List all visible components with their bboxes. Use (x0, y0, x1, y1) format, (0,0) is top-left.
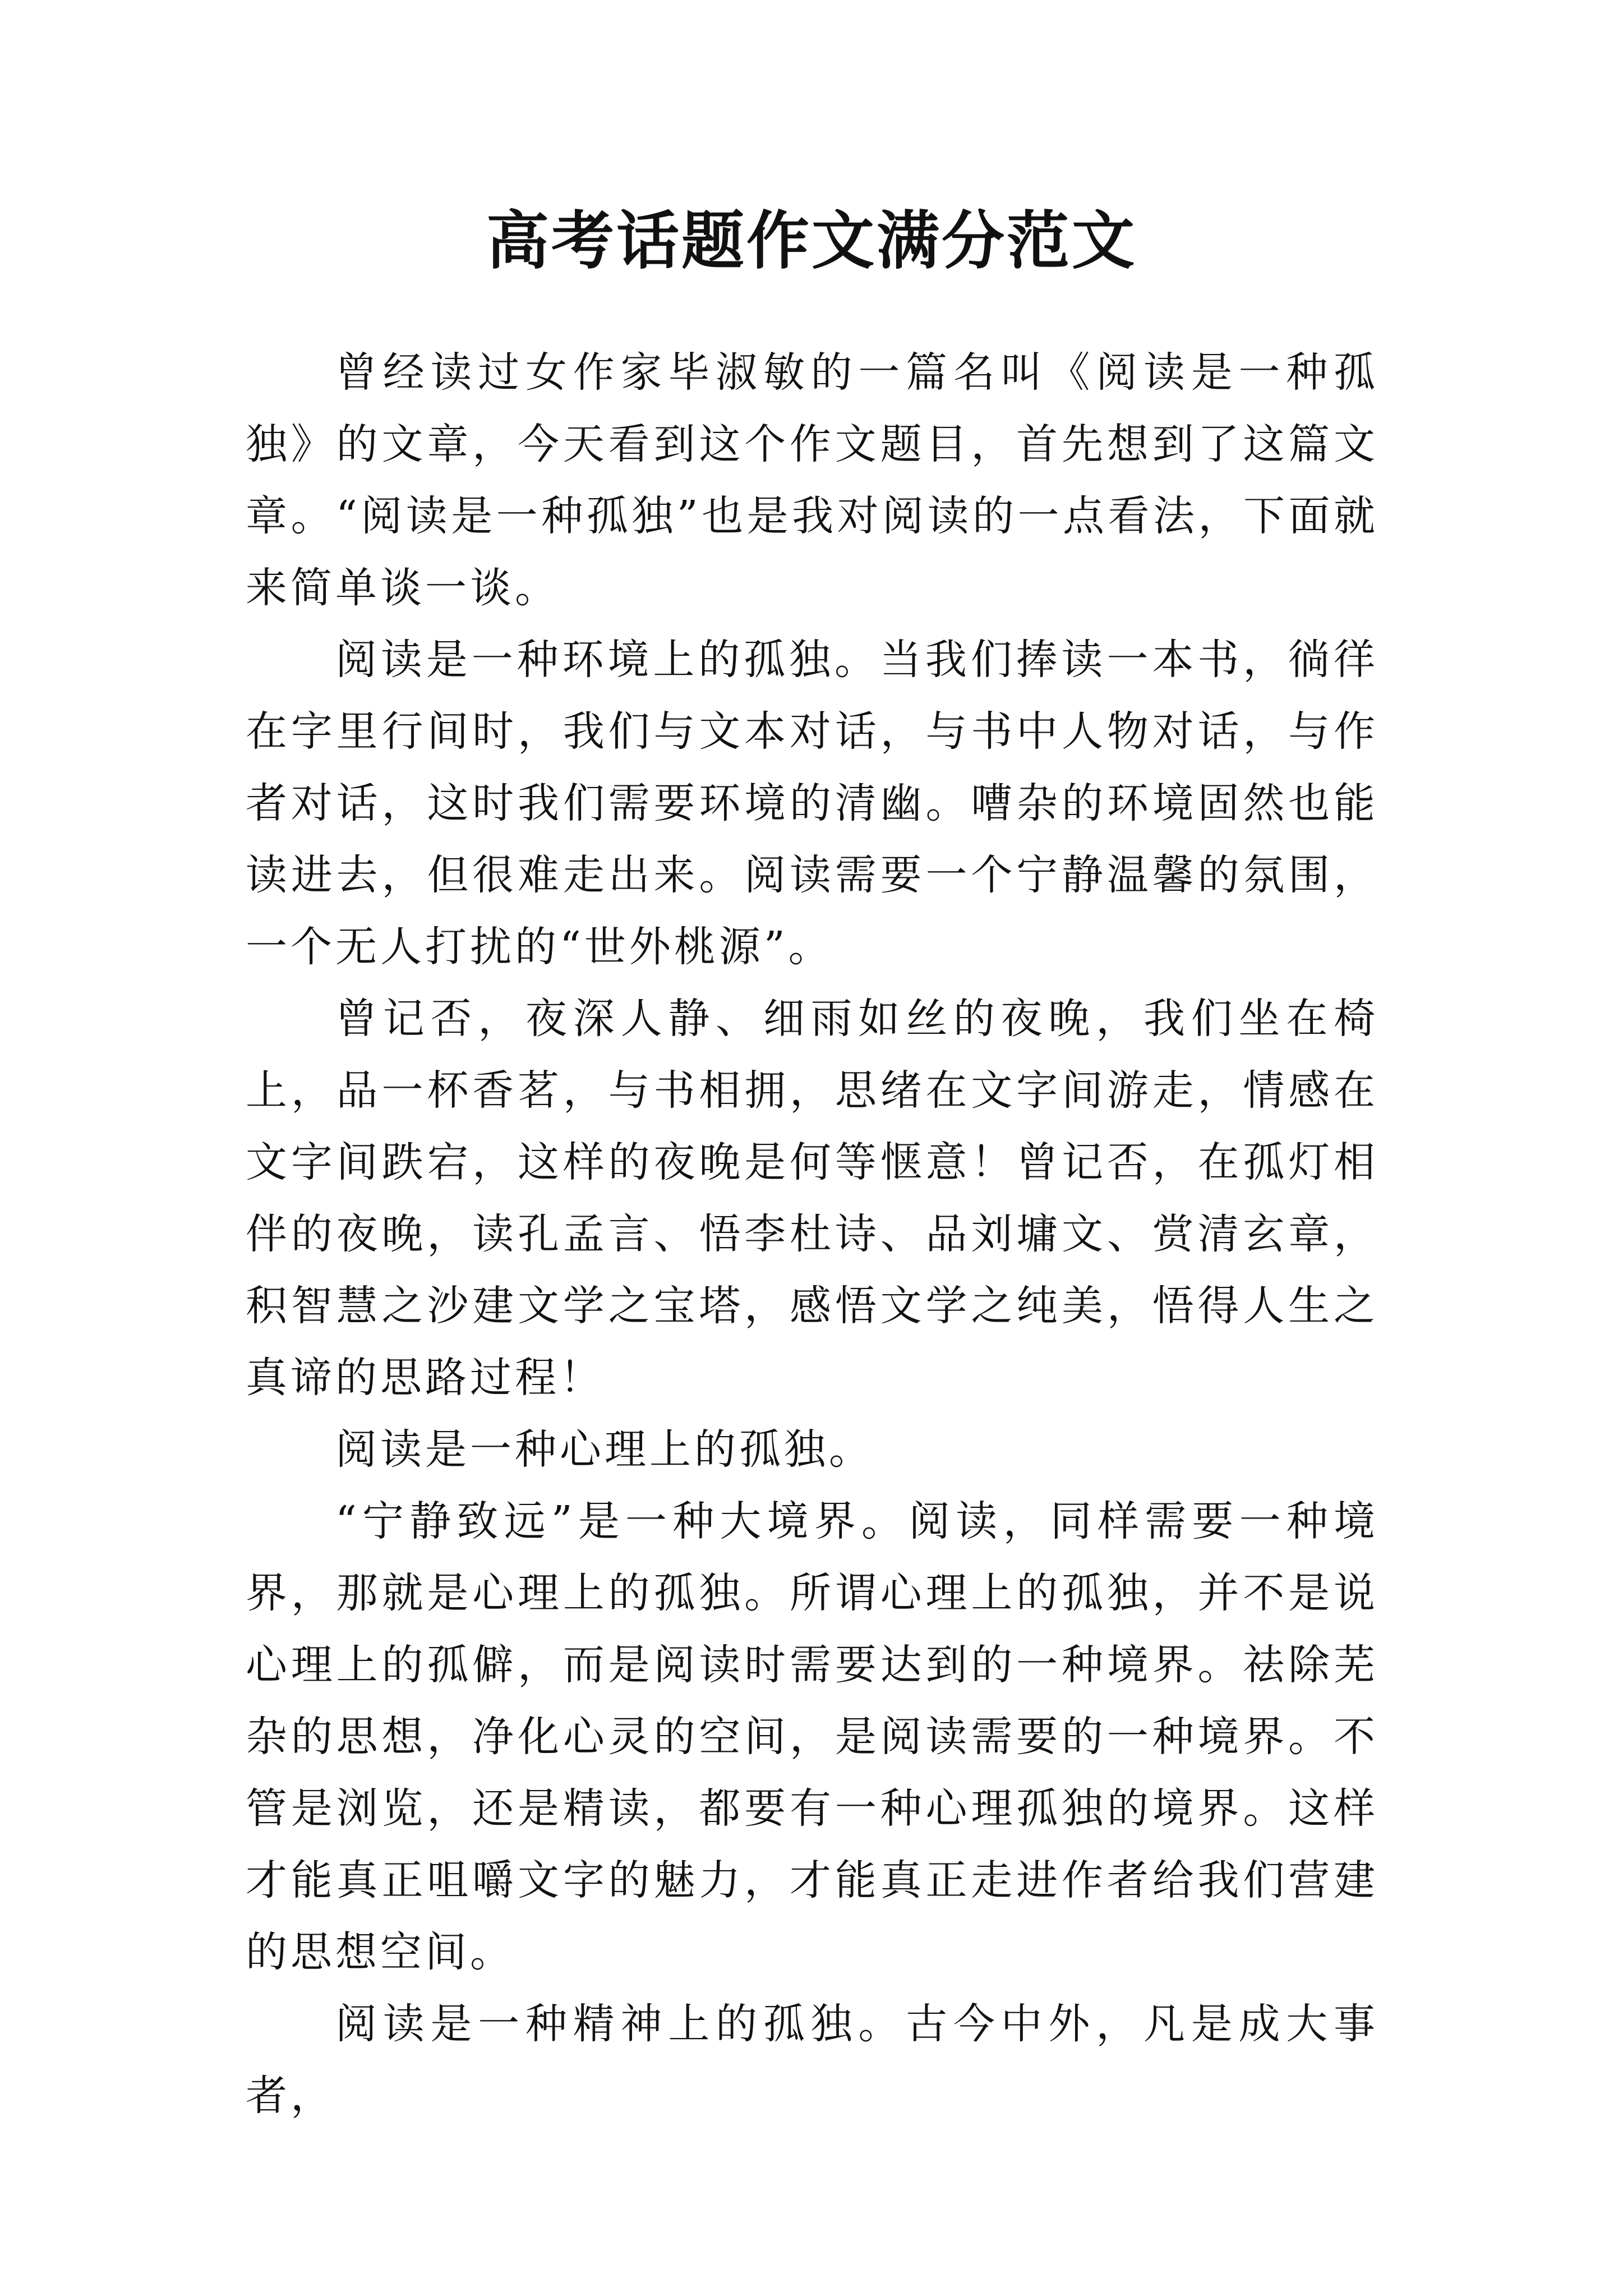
paragraph: 阅读是一种环境上的孤独。当我们捧读一本书，徜徉在字里行间时，我们与文本对话，与书中人物对话，与作者对话，这时我们需要环境的清幽。嘈杂的环境固然也能读进去，但很难走出来。阅读需要一个宁静温馨的氛围，一个无人打扰的“世外桃源”。 (246, 636, 1378, 971)
paragraph: “宁静致远”是一种大境界。阅读，同样需要一种境界，那就是心理上的孤独。所谓心理上的孤独，并不是说心理上的孤僻，而是阅读时需要达到的一种境界。祛除芜杂的思想，净化心灵的空间，是阅读需要的一种境界。不管是浏览，还是精读，都要有一种心理孤独的境界。这样才能真正咀嚼文字的魅力，才能真正走进作者给我们营建的思想空间。 (246, 1497, 1378, 1976)
paragraph: 阅读是一种精神上的孤独。古今中外，凡是成大事者， (246, 2000, 1378, 2120)
document-body (246, 337, 1378, 2132)
paragraph: 曾经读过女作家毕淑敏的一篇名叫《阅读是一种孤独》的文章，今天看到这个作文题目，首先想到了这篇文章。“阅读是一种孤独”也是我对阅读的一点看法，下面就来简单谈一谈。 (246, 348, 1378, 612)
document-title: 高考话题作文满分范文 (486, 204, 1137, 278)
paragraph: 阅读是一种心理上的孤独。 (335, 1425, 874, 1474)
paragraph: 曾记否，夜深人静、细雨如丝的夜晚，我们坐在椅上，品一杯香茗，与书相拥，思绪在文字间游走，情感在文字间跌宕，这样的夜晚是何等惬意！曾记否，在孤灯相伴的夜晚，读孔孟言、悟李杜诗、品刘墉文、赏清玄章，积智慧之沙建文学之宝塔，感悟文学之纯美，悟得人生之真谛的思路过程！ (246, 995, 1378, 1402)
